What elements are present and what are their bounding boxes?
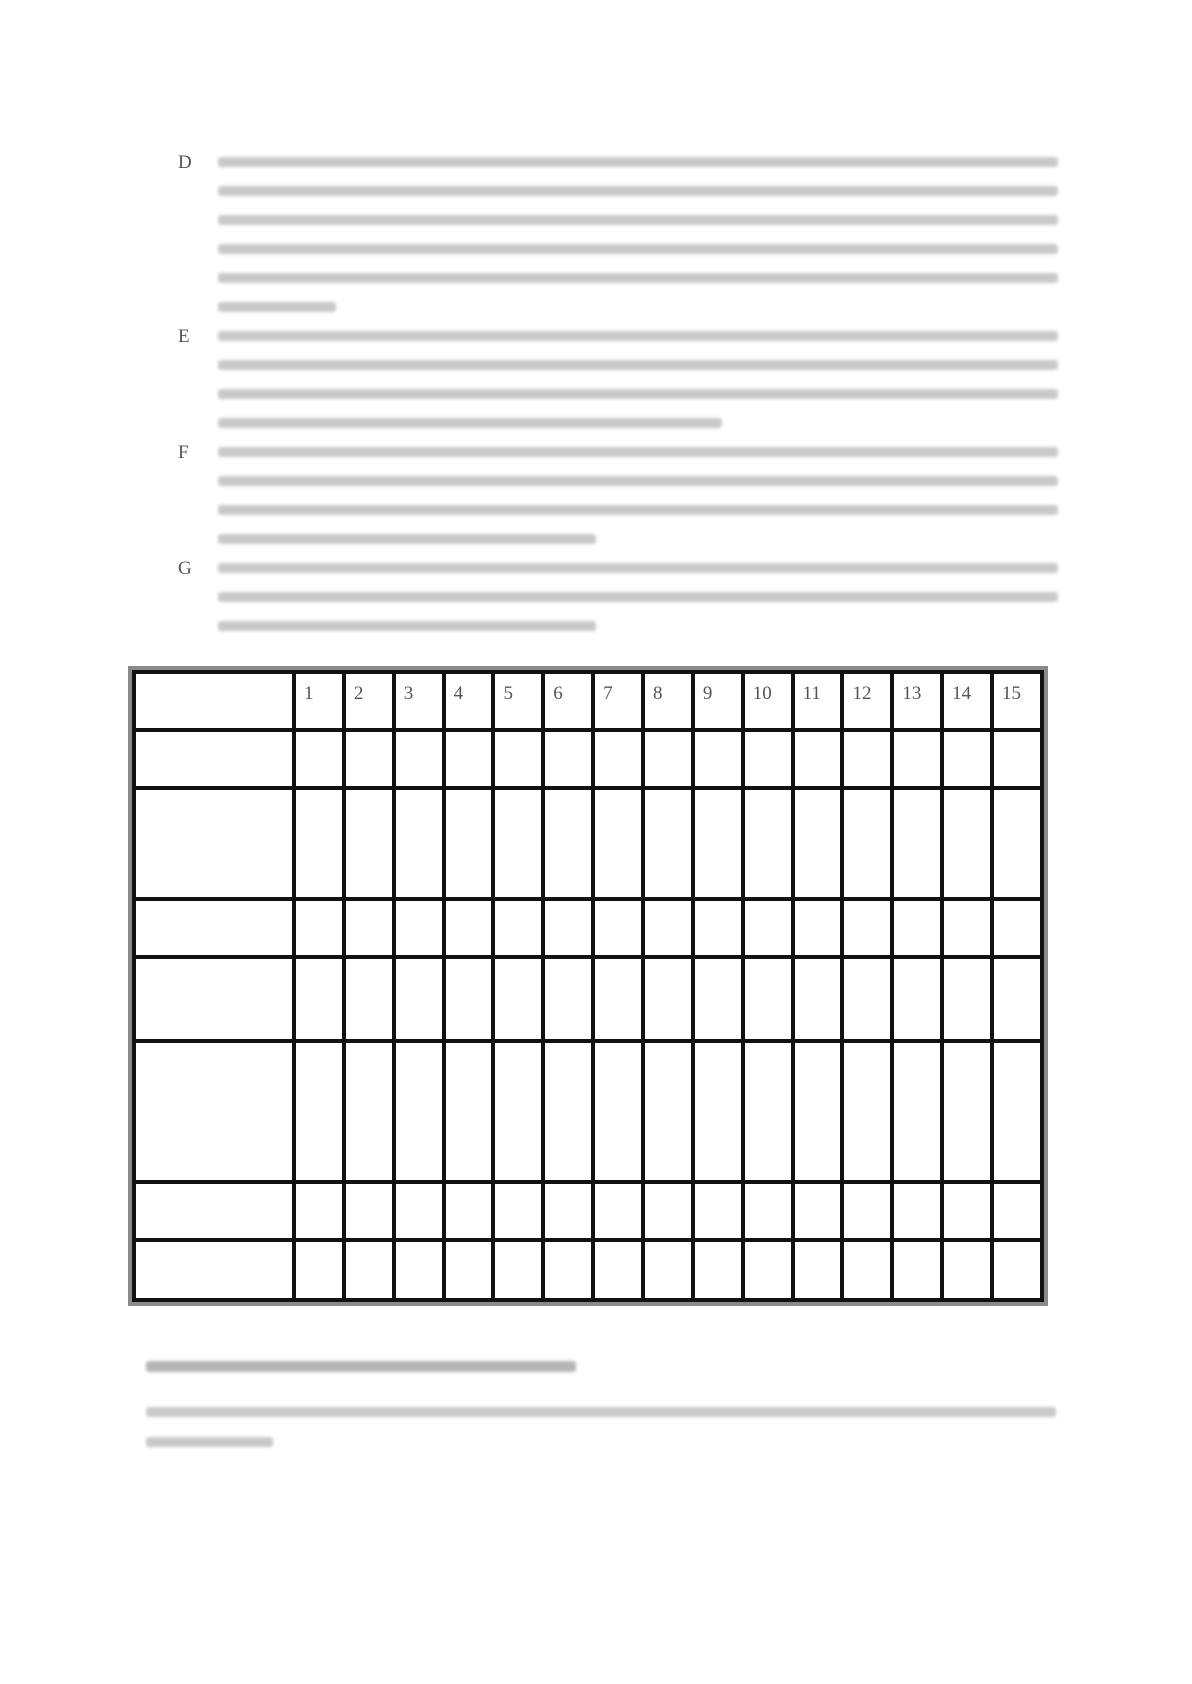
table-cell	[743, 1041, 793, 1181]
list-number: G	[178, 558, 192, 579]
table-cell	[842, 672, 892, 730]
table-row-label	[134, 730, 294, 788]
table-cell	[344, 957, 394, 1041]
table-cell	[892, 1240, 942, 1300]
table-row	[134, 1041, 1042, 1181]
table-row-label	[134, 1240, 294, 1300]
table-row	[134, 730, 1042, 788]
table-cell	[543, 672, 593, 730]
table-cell	[444, 672, 494, 730]
table-cell	[444, 1182, 494, 1240]
list-item	[178, 554, 1058, 641]
evaluation-table	[132, 670, 1044, 1302]
table-cell	[643, 1240, 693, 1300]
table-cell	[493, 1240, 543, 1300]
table-cell	[992, 1182, 1042, 1240]
table-cell	[493, 1041, 543, 1181]
table-cell	[842, 1041, 892, 1181]
table-cell	[543, 957, 593, 1041]
table-cell	[643, 957, 693, 1041]
table-cell	[493, 899, 543, 957]
table-row	[134, 957, 1042, 1041]
table-row-label	[134, 957, 294, 1041]
table-cell	[842, 1240, 892, 1300]
table-cell	[892, 899, 942, 957]
table-cell	[793, 1041, 843, 1181]
table-cell	[593, 957, 643, 1041]
table-cell	[294, 788, 344, 898]
table-cell	[842, 1182, 892, 1240]
table-cell	[344, 1182, 394, 1240]
table-cell	[344, 1240, 394, 1300]
table-cell	[942, 1240, 992, 1300]
table-cell	[543, 1240, 593, 1300]
table-cell	[992, 1041, 1042, 1181]
cell-text: 12	[852, 683, 872, 704]
table-row-label	[134, 1041, 294, 1181]
table-cell	[793, 899, 843, 957]
table-row-label	[134, 788, 294, 898]
table-cell	[892, 788, 942, 898]
table-cell	[892, 957, 942, 1041]
table-cell	[543, 788, 593, 898]
table-cell	[693, 730, 743, 788]
table-cell	[643, 672, 693, 730]
table-cell	[344, 1041, 394, 1181]
table-cell	[892, 730, 942, 788]
table-cell	[793, 1240, 843, 1300]
table-cell	[394, 1041, 444, 1181]
cell-text: 10	[752, 683, 772, 704]
table-cell	[942, 1182, 992, 1240]
table-cell	[743, 1182, 793, 1240]
table-cell	[743, 899, 793, 957]
table-cell	[294, 899, 344, 957]
table-cell	[842, 957, 892, 1041]
table-cell	[643, 1041, 693, 1181]
table-cell	[942, 899, 992, 957]
table-cell	[294, 672, 344, 730]
table-cell	[793, 730, 843, 788]
table-cell	[444, 1240, 494, 1300]
table-cell	[394, 730, 444, 788]
table-cell	[394, 899, 444, 957]
table-cell	[593, 672, 643, 730]
table-cell	[992, 730, 1042, 788]
table-cell	[394, 957, 444, 1041]
table-cell	[942, 730, 992, 788]
cell-text: 7	[603, 683, 613, 704]
table-cell	[842, 730, 892, 788]
evaluation-list	[178, 148, 1058, 641]
table-cell	[493, 957, 543, 1041]
table-cell	[344, 899, 394, 957]
table-cell	[394, 1182, 444, 1240]
paragraph	[146, 1398, 1056, 1458]
table-cell	[593, 1240, 643, 1300]
table-cell	[693, 1041, 743, 1181]
table-cell	[942, 788, 992, 898]
table-cell	[743, 957, 793, 1041]
table-row	[134, 1240, 1042, 1300]
table-cell	[942, 957, 992, 1041]
table-cell	[643, 899, 693, 957]
table-cell	[743, 788, 793, 898]
list-number: F	[178, 442, 189, 463]
table-cell	[294, 957, 344, 1041]
table-cell	[693, 957, 743, 1041]
table-cell	[444, 730, 494, 788]
list-number: E	[178, 326, 190, 347]
cell-text: 1	[304, 683, 314, 704]
table-cell	[493, 730, 543, 788]
table-cell	[344, 730, 394, 788]
cell-text: 4	[453, 683, 464, 704]
table-cell	[743, 672, 793, 730]
table-cell	[294, 1041, 344, 1181]
table-cell	[444, 788, 494, 898]
table-cell	[992, 672, 1042, 730]
cell-text: 13	[902, 683, 922, 704]
list-item	[178, 438, 1058, 554]
table-row-label	[134, 672, 294, 730]
evaluation-table-frame	[128, 666, 1048, 1306]
table-cell	[643, 1182, 693, 1240]
table-cell	[942, 1041, 992, 1181]
table-cell	[693, 788, 743, 898]
table-cell	[892, 1041, 942, 1181]
table-cell	[892, 1182, 942, 1240]
cell-text: 5	[503, 683, 513, 704]
table-cell	[992, 899, 1042, 957]
table-cell	[992, 957, 1042, 1041]
table-cell	[842, 788, 892, 898]
cell-text: 9	[702, 683, 713, 704]
cell-text: 8	[653, 683, 663, 704]
table-cell	[493, 788, 543, 898]
table-row-label	[134, 1182, 294, 1240]
table-cell	[543, 1182, 593, 1240]
table-cell	[842, 899, 892, 957]
table-cell	[693, 1182, 743, 1240]
cell-text: 6	[553, 683, 563, 704]
list-item	[178, 322, 1058, 438]
table-cell	[593, 1182, 643, 1240]
table-cell	[643, 730, 693, 788]
table-cell	[444, 899, 494, 957]
table-cell	[693, 1240, 743, 1300]
table-row	[134, 1182, 1042, 1240]
table-cell	[693, 672, 743, 730]
table-cell	[543, 899, 593, 957]
table-row	[134, 899, 1042, 957]
cell-text: 3	[403, 683, 414, 704]
table-cell	[344, 672, 394, 730]
table-cell	[444, 1041, 494, 1181]
table-cell	[693, 899, 743, 957]
table-cell	[743, 1240, 793, 1300]
table-cell	[394, 788, 444, 898]
table-cell	[743, 730, 793, 788]
table-cell	[493, 1182, 543, 1240]
cell-text: 2	[353, 683, 364, 704]
table-cell	[942, 672, 992, 730]
table-cell	[294, 1182, 344, 1240]
table-row-label	[134, 899, 294, 957]
table-cell	[892, 672, 942, 730]
table-cell	[643, 788, 693, 898]
table-cell	[793, 957, 843, 1041]
table-cell	[543, 1041, 593, 1181]
table-cell	[394, 1240, 444, 1300]
cell-text: 11	[802, 683, 821, 704]
section-title	[146, 1353, 576, 1379]
table-cell	[793, 788, 843, 898]
cell-text: 15	[1002, 683, 1022, 704]
table-cell	[593, 1041, 643, 1181]
table-cell	[493, 672, 543, 730]
table-cell	[793, 672, 843, 730]
table-cell	[294, 1240, 344, 1300]
table-row	[134, 672, 1042, 730]
table-cell	[294, 730, 344, 788]
table-cell	[444, 957, 494, 1041]
table-cell	[394, 672, 444, 730]
table-cell	[344, 788, 394, 898]
table-row	[134, 788, 1042, 898]
table-cell	[593, 788, 643, 898]
list-number: D	[178, 152, 192, 173]
table-cell	[992, 788, 1042, 898]
table-cell	[793, 1182, 843, 1240]
table-cell	[543, 730, 593, 788]
table-cell	[593, 730, 643, 788]
table-cell	[992, 1240, 1042, 1300]
list-item	[178, 148, 1058, 322]
cell-text: 14	[952, 683, 972, 704]
table-cell	[593, 899, 643, 957]
